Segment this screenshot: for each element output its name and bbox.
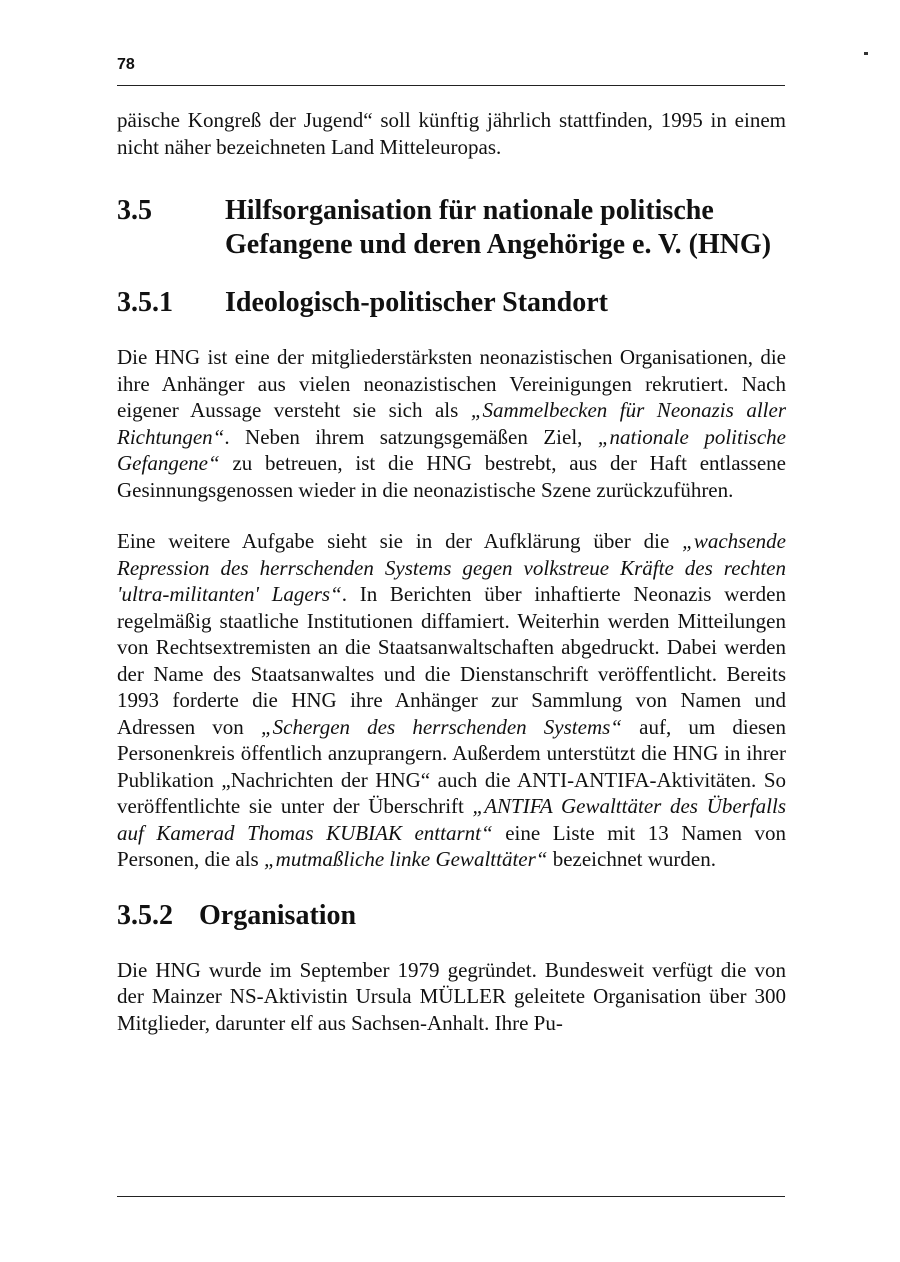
section-heading-3-5 <box>117 194 786 262</box>
section-title: Organisation <box>199 899 357 931</box>
footer-rule <box>117 1196 785 1197</box>
section-heading-3-5-1 <box>117 286 786 320</box>
quote: „Schergen des herrschenden Systems“ <box>260 714 622 739</box>
paragraph-organisation: Die HNG wurde im September 1979 gegründet. Bundesweit verfügt die von der Mainzer NS-Aktivistin Ursula MÜLLER geleitete Organisation über 300 Mitglieder, darunter elf aus Sachsen-Anhalt. Ihre Pu- <box>117 957 786 1035</box>
quote: „ANTIFA Gewalttäter des Überfalls auf Kamerad Thomas KUBIAK enttarnt“ <box>117 794 786 845</box>
page-content <box>117 107 786 1036</box>
section-number: 3.5 <box>117 195 152 226</box>
scan-mark <box>864 52 868 55</box>
quote: „mutmaßliche linke Gewalttäter“ <box>263 847 548 871</box>
section-title: Ideologisch-politischer Standort <box>225 287 608 318</box>
section-title: Hilfsorganisation für nationale politische Gefangene und deren Angehörige e. V. (HNG) <box>225 195 772 260</box>
intro-paragraph: päische Kongreß der Jugend“ soll künftig jährlich stattfinden, 1995 in einem nicht näher bezeichneten Land Mitteleuropas. <box>117 108 786 159</box>
section-heading-3-5-2 <box>117 899 786 933</box>
header-rule <box>117 85 785 86</box>
quote: „nationale politische Gefangene“ <box>117 424 786 475</box>
paragraph-standort-1: Die HNG ist eine der mitgliederstärksten neonazistischen Organisationen, die ihre Anhänger aus vielen neonazistischen Vereinigungen rekrutiert. Nach eigener Aussage versteht sie sich als „Sammelbecken für Neonazis aller Richtungen“. Neben ihrem satzungsgemäßen Ziel, „nationale politische Gefangene“ zu betreuen, ist die HNG bestrebt, aus der Haft entlassene Gesinnungsgenossen wieder in die neonazistische Szene zurückzuführen. <box>117 345 786 502</box>
section-number: 3.5.1 <box>117 287 173 318</box>
page-number: 78 <box>117 56 135 73</box>
quote: „wachsende Repression des herrschenden Systems gegen volkstreue Kräfte des rechten 'ultra-militanten' Lagers“ <box>117 529 786 606</box>
section-number: 3.5.2 <box>117 899 173 931</box>
quote: „Sammelbecken für Neonazis aller Richtungen“ <box>117 398 786 449</box>
paragraph-standort-2: Eine weitere Aufgabe sieht sie in der Aufklärung über die „wachsende Repression des herrschenden Systems gegen volkstreue Kräfte des rechten 'ultra-militanten' Lagers“. In Berichten über inhaftierte Neonazis werden regelmäßig staatliche Institutionen diffamiert. Weiterhin werden Mitteilungen von Rechtsextremisten an die Staatsanwaltschaften abgedruckt. Dabei werden der Name des Staatsanwaltes und die Dienstanschrift veröffentlicht. Bereits 1993 forderte die HNG ihre Anhänger zur Sammlung von Namen und Adressen von „Schergen des herrschenden Systems“ auf, um diesen Personenkreis öffentlich anzuprangern. Außerdem unterstützt die HNG in ihrer Publikation „Nachrichten der HNG“ auch die ANTI-ANTIFA-Aktivitäten. So veröffentlichte sie unter der Überschrift „ANTIFA Gewalttäter des Überfalls auf Kamerad Thomas KUBIAK enttarnt“ eine Liste mit 13 Namen von Personen, die als „mutmaßliche linke Gewalttäter“ bezeichnet wurden. <box>117 529 787 871</box>
